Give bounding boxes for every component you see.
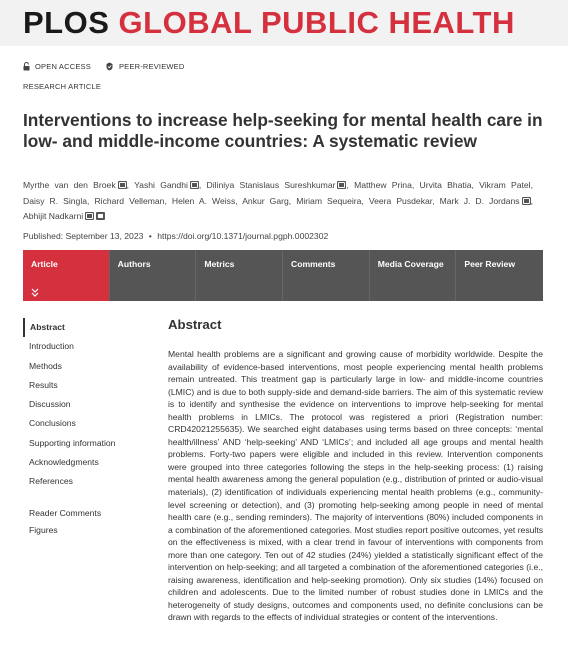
author-name-text: Yashi Gandhi (134, 180, 188, 190)
article-tabs (23, 250, 543, 301)
journal-header (0, 0, 568, 46)
nav-item-conclusions[interactable]: Conclusions (29, 418, 76, 429)
email-icon[interactable] (85, 212, 94, 220)
email-icon[interactable] (522, 197, 531, 205)
peer-reviewed-badge (105, 62, 185, 71)
author-name-text: Veera Pusdekar (368, 195, 433, 206)
author-list: Myrthe van den Broek , Yashi Gandhi , Diliniya Stanislaus Sureshkumar , Matthew Prina, Urvita Bhatia, Vikram Patel, Daisy R. Singla, Richard Velleman, Helen A. Weiss, Ankur Garg, Miriam Sequeira, Veera Pusdekar, Mark J. D. Jordans , Abhijit Nadkarni (23, 180, 533, 222)
nav-item-abstract[interactable]: Abstract (23, 318, 148, 337)
author-name[interactable] (134, 180, 199, 190)
tab-authors[interactable] (110, 250, 197, 301)
tab-article[interactable] (23, 250, 110, 301)
abstract-text: Mental health problems are a significant and growing cause of morbidity worldwide. Despite the availability of evidence-based interventions, most people experiencing mental health problems remain untreated. This treatment gap is particularly large in low- and middle-income countries (LMIC) and is due to both supply-side and demand-side barriers. The aim of this systematic review is to identify and synthesise the evidence on interventions to improve help-seeking for mental health problems in LMICs. The protocol was registered a priori (Registration number: CRD42021255635). We searched eight databases using terms based on three concepts: ‘mental health/illness’ AND ‘help-seeking’ AND ‘LMICs’; and included all age groups and mental health problems. Forty-two papers were eligible and included in this review. Intervention components were grouped into three categories following the steps in the help-seeking process: (1) raising mental health awareness among the general population (e.g., distribution of printed or audio-visual materials), (2) identification of individuals experiencing mental health problems (e.g., community-level screening or detection), and (3) promoting help-seeking among people in need of mental health care (e.g., sending reminders). The majority of interventions (80%) included components in a combination of the aforementioned categories. Most studies report positive outcomes, yet results on the effectiveness is mixed, with a clear trend in favour of interventions with components from more than one category. Ten out of 42 studies (24%) yielded a statistically significant effect of the intervention on help-seeking; and all targeted a combination of the aforementioned categories (i.e., raising awareness, identification and help-seeking promotion). Only six studies (14%) focused on children and adolescents. Due to the limited number of robust studies done in LMICs and the heterogeneity of study designs, outcomes and components used, no definite conclusions can be drawn with regards to the effects of individual strategies or content of the interventions. (168, 349, 543, 623)
author-name[interactable] (369, 196, 432, 206)
author-name[interactable] (94, 196, 164, 206)
open-access-lock-icon (23, 62, 30, 71)
author-name[interactable] (420, 180, 472, 190)
author-name-text: Richard Velleman (94, 195, 165, 206)
open-access-badge (23, 62, 91, 71)
nav-item-supporting-information[interactable]: Supporting information (29, 437, 116, 448)
open-access-label: OPEN ACCESS (35, 62, 91, 71)
tab-label: Peer Review (464, 259, 515, 269)
nav-item-discussion[interactable]: Discussion (29, 399, 71, 410)
doi-link[interactable]: https://doi.org/10.1371/journal.pgph.0002302 (157, 231, 329, 241)
author-name-text: Helen A. Weiss (171, 195, 236, 206)
double-chevron-down-icon (31, 288, 39, 297)
peer-reviewed-icon (105, 62, 114, 71)
author-name[interactable] (23, 211, 105, 221)
author-name-text: Vikram Patel (479, 180, 531, 190)
tab-label: Authors (117, 259, 151, 269)
nav-item-acknowledgments[interactable]: Acknowledgments (29, 457, 99, 468)
author-name[interactable] (242, 196, 289, 206)
author-name-text: Mark J. D. Jordans (439, 195, 520, 206)
section-nav (23, 318, 148, 492)
author-name[interactable] (354, 180, 412, 190)
email-icon[interactable] (190, 181, 199, 189)
author-name[interactable] (296, 196, 361, 206)
author-name-text: Myrthe van den Broek (23, 180, 116, 190)
tab-comments[interactable] (283, 250, 370, 301)
separator-dot: • (148, 231, 152, 241)
nav-item-references[interactable]: References (29, 476, 73, 487)
logo-plos: PLOS (23, 5, 110, 40)
publication-info (23, 231, 328, 241)
author-name[interactable] (23, 196, 87, 206)
email-icon[interactable] (118, 181, 127, 189)
nav-item-methods[interactable]: Methods (29, 360, 62, 371)
tab-media-coverage[interactable] (370, 250, 457, 301)
abstract-heading: Abstract (168, 317, 222, 332)
nav-item-results[interactable]: Results (29, 379, 58, 390)
author-name-text: Diliniya Stanislaus Sureshkumar (206, 180, 336, 190)
author-name-text: Daisy R. Singla (23, 195, 88, 206)
secondary-nav (23, 505, 148, 539)
article-type-label: RESEARCH ARTICLE (23, 82, 102, 91)
orcid-icon[interactable] (96, 212, 105, 220)
tab-label: Metrics (204, 259, 235, 269)
tab-label: Media Coverage (377, 259, 444, 269)
journal-logo[interactable] (23, 5, 515, 41)
author-name-text: Miriam Sequeira (296, 195, 362, 206)
author-name-text: Urvita Bhatia (419, 180, 472, 190)
published-date: Published: September 13, 2023 (23, 231, 144, 241)
tab-label: Article (31, 259, 58, 269)
tab-metrics[interactable] (196, 250, 283, 301)
article-title: Interventions to increase help-seeking for mental health care in low- and middle-income countries: A systematic review (23, 110, 543, 151)
nav-item-reader-comments[interactable]: Reader Comments (29, 508, 102, 518)
author-name[interactable] (23, 180, 127, 190)
logo-journal-name: GLOBAL PUBLIC HEALTH (118, 5, 515, 40)
author-name-text: Abhijit Nadkarni (23, 211, 84, 222)
author-name[interactable] (440, 196, 531, 206)
nav-item-introduction[interactable]: Introduction (29, 341, 74, 352)
author-name-text: Matthew Prina (354, 180, 412, 190)
author-name[interactable] (479, 180, 530, 190)
tab-peer-review[interactable] (456, 250, 543, 301)
tab-label: Comments (291, 259, 336, 269)
author-name[interactable] (207, 180, 347, 190)
author-name-text: Ankur Garg (242, 195, 289, 206)
email-icon[interactable] (337, 181, 346, 189)
article-badges (23, 62, 185, 71)
nav-item-figures[interactable]: Figures (29, 525, 58, 535)
author-name[interactable] (172, 196, 235, 206)
peer-reviewed-label: PEER-REVIEWED (118, 62, 185, 71)
